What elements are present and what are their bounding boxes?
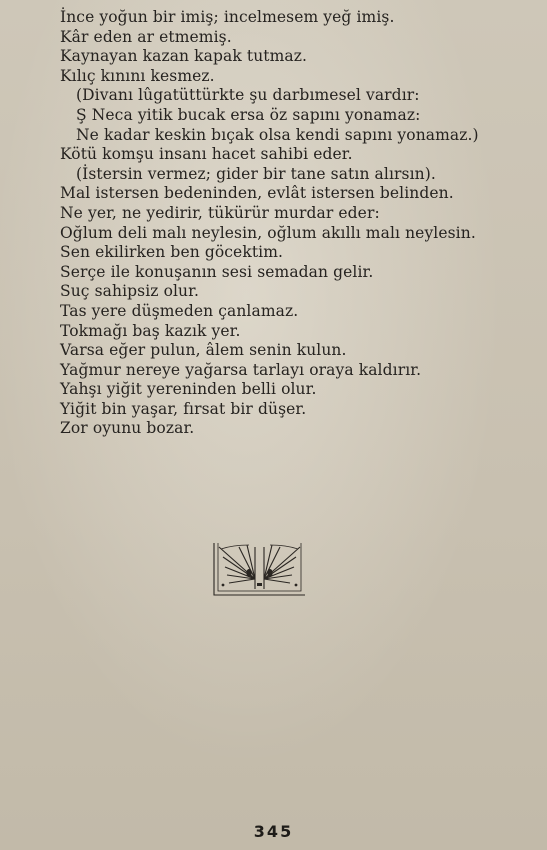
proverb-note-line: (Divanı lûgatüttürkte şu darbımesel vardır: — [76, 86, 420, 105]
proverb-line: Varsa eğer pulun, âlem senin kulun. — [60, 341, 347, 360]
proverb-note-line: Ş Neca yitik bucak ersa öz sapını yonamaz: — [76, 105, 421, 124]
proverb-line: Tokmağı baş kazık yer. — [60, 321, 241, 340]
proverb-line: Mal istersen bedeninden, evlât istersen belinden. — [60, 184, 454, 203]
page-number: 345 — [253, 822, 294, 841]
proverb-note-line: Ne kadar keskin bıçak olsa kendi sapını yonamaz.) — [76, 125, 479, 144]
proverb-line: Oğlum deli malı neylesin, oğlum akıllı malı neylesin. — [60, 223, 476, 242]
proverb-line: Serçe ile konuşanın sesi semadan gelir. — [60, 262, 374, 281]
proverb-line: Sen ekilirken ben göcektim. — [60, 243, 284, 262]
proverb-line: Tas yere düşmeden çanlamaz. — [60, 301, 299, 320]
ornament-fan-icon — [211, 539, 308, 599]
proverb-line: Yağmur nereye yağarsa tarlayı oraya kaldırır. — [60, 360, 422, 379]
proverb-line: Kötü komşu insanı hacet sahibi eder. — [60, 145, 353, 164]
proverb-line: Kaynayan kazan kapak tutmaz. — [60, 47, 308, 66]
proverb-line: Kâr eden ar etmemiş. — [60, 27, 232, 46]
proverb-line: İnce yoğun bir imiş; incelmesem yeğ imiş. — [60, 8, 395, 26]
proverb-line: Yiğit bin yaşar, fırsat bir düşer. — [60, 399, 307, 418]
proverb-line: Zor oyunu bozar. — [60, 419, 195, 438]
proverb-line: Suç sahipsiz olur. — [60, 282, 199, 301]
proverb-line: Kılıç kınını kesmez. — [60, 66, 215, 85]
proverb-line: Ne yer, ne yedirir, tükürür murdar eder: — [60, 203, 380, 222]
proverb-line: Yahşı yiğit yereninden belli olur. — [60, 380, 317, 399]
proverb-note-line: (İstersin vermez; gider bir tane satın alırsın). — [76, 164, 436, 183]
proverb-list — [60, 8, 530, 439]
